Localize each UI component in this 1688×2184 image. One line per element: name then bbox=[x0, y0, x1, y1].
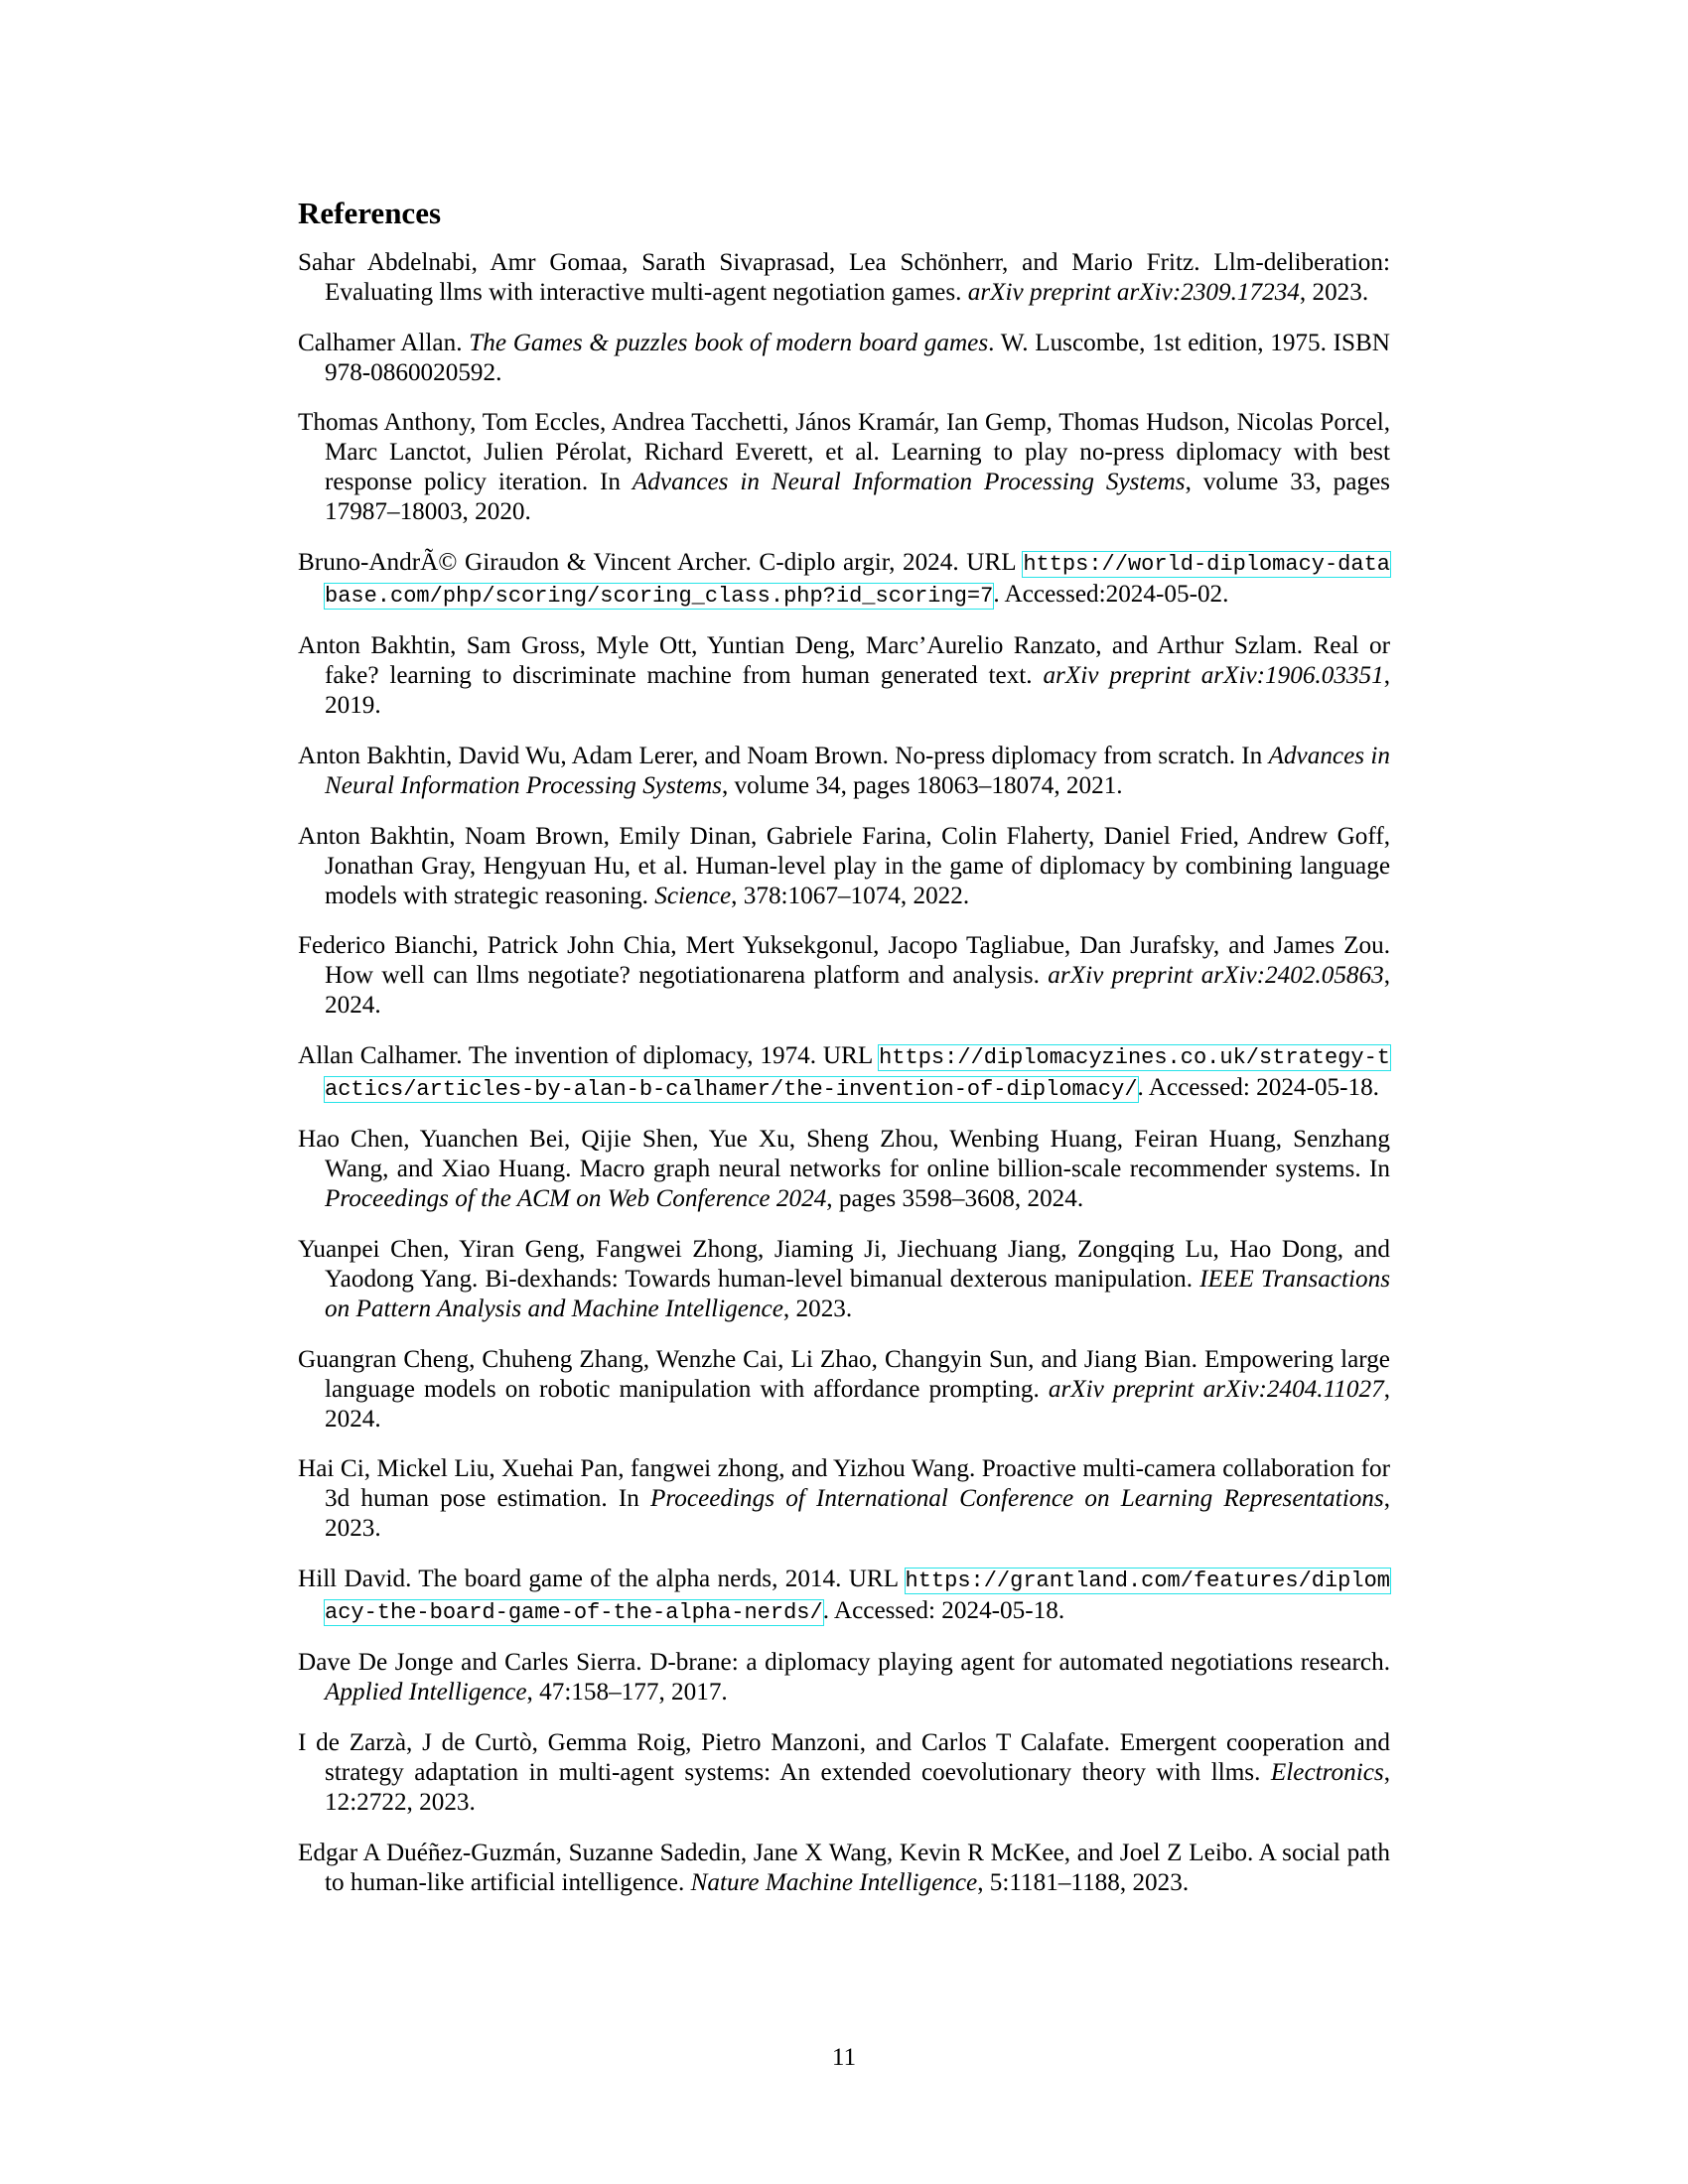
page-number: 11 bbox=[831, 2044, 857, 2071]
reference-text: . W. Luscombe, 1st edition, 1975. ISBN 978-0860020592. bbox=[325, 329, 1390, 386]
reference-text: , pages 3598–3608, 2024. bbox=[826, 1185, 1084, 1213]
reference-item bbox=[298, 1235, 1390, 1324]
reference-text: Anton Bakhtin, Sam Gross, Myle Ott, Yuntian Deng, Marc’Aurelio Ranzato, and Arthur Szlam. Real or fake? learning to discriminate machine from human generated text. bbox=[298, 632, 1390, 690]
reference-item bbox=[298, 1345, 1390, 1434]
reference-venue: Science bbox=[654, 882, 732, 909]
reference-text: , 2019. bbox=[325, 662, 1390, 720]
reference-text: . Accessed: 2024-05-18. bbox=[1137, 1073, 1379, 1101]
reference-item bbox=[298, 1565, 1390, 1628]
reference-venue: arXiv preprint arXiv:2402.05863 bbox=[1048, 962, 1384, 990]
reference-text: Anton Bakhtin, David Wu, Adam Lerer, and Noam Brown. No-press diplomacy from scratch. In bbox=[298, 742, 1269, 769]
reference-text: Yuanpei Chen, Yiran Geng, Fangwei Zhong, Jiaming Ji, Jiechuang Jiang, Zongqing Lu, Hao Dong, and Yaodong Yang. Bi-dexhands: Towards human-level bimanual dexterous manipulation. bbox=[298, 1235, 1390, 1293]
reference-item bbox=[298, 248, 1390, 308]
reference-text: Federico Bianchi, Patrick John Chia, Mert Yuksekgonul, Jacopo Tagliabue, Dan Jurafsky, and James Zou. How well can llms negotiate? negotiationarena platform and analysis. bbox=[298, 932, 1390, 990]
reference-item bbox=[298, 1125, 1390, 1214]
reference-text: , 2024. bbox=[325, 962, 1390, 1020]
reference-text: I de Zarzà, J de Curtò, Gemma Roig, Pietro Manzoni, and Carlos T Calafate. Emergent cooperation and strategy adaptation in multi-agent systems: An extended coevolutionary theory with llms. bbox=[298, 1728, 1390, 1786]
reference-text: , volume 33, pages 17987–18003, 2020. bbox=[325, 469, 1390, 526]
reference-text: Hill David. The board game of the alpha nerds, 2014. URL bbox=[298, 1565, 906, 1592]
reference-venue: arXiv preprint arXiv:1906.03351 bbox=[1043, 662, 1384, 690]
reference-text: Anton Bakhtin, Noam Brown, Emily Dinan, Gabriele Farina, Colin Flaherty, Daniel Fried, Andrew Goff, Jonathan Gray, Hengyuan Hu, et al. Human-level play in the game of diplomacy by combining language models with strategic reasoning. bbox=[298, 822, 1390, 909]
reference-text: Dave De Jonge and Carles Sierra. D-brane: a diplomacy playing agent for automated negotiations research. bbox=[298, 1649, 1390, 1677]
reference-venue: arXiv preprint arXiv:2404.11027 bbox=[1048, 1375, 1384, 1403]
reference-url-link[interactable]: https://world-diplomacy-database.com/php/scoring/scoring_class.php?id_scoring=7 bbox=[325, 551, 1390, 609]
reference-text: , 47:158–177, 2017. bbox=[526, 1679, 728, 1706]
reference-venue: The Games & puzzles book of modern board games bbox=[469, 329, 989, 356]
reference-item bbox=[298, 822, 1390, 911]
reference-venue: IEEE Transactions on Pattern Analysis and Machine Intelligence bbox=[325, 1265, 1391, 1322]
reference-text: , 2023. bbox=[1299, 279, 1369, 306]
reference-url-link[interactable]: https://grantland.com/features/diplomacy-the-board-game-of-the-alpha-nerds/ bbox=[325, 1568, 1390, 1625]
reference-text: . Accessed:2024-05-02. bbox=[993, 580, 1229, 608]
reference-item bbox=[298, 631, 1390, 721]
reference-text: , volume 34, pages 18063–18074, 2021. bbox=[721, 771, 1123, 799]
reference-text: , 378:1067–1074, 2022. bbox=[731, 882, 970, 909]
reference-venue: Proceedings of the ACM on Web Conference 2024 bbox=[325, 1185, 827, 1213]
references-heading: References bbox=[298, 196, 442, 230]
reference-text: Edgar A Duéñez-Guzmán, Suzanne Sadedin, Jane X Wang, Kevin R McKee, and Joel Z Leibo. A social path to human-like artificial intelligence. bbox=[298, 1839, 1390, 1896]
reference-text: , 2023. bbox=[325, 1485, 1390, 1543]
reference-venue: Advances in Neural Information Processing Systems bbox=[632, 469, 1186, 496]
reference-item bbox=[298, 1041, 1390, 1105]
reference-url-link[interactable]: https://diplomacyzines.co.uk/strategy-tactics/articles-by-alan-b-calhamer/the-invention-of-diplomacy/ bbox=[325, 1044, 1390, 1102]
reference-text: Calhamer Allan. bbox=[298, 329, 470, 356]
reference-item bbox=[298, 1454, 1390, 1544]
reference-text: Thomas Anthony, Tom Eccles, Andrea Tacchetti, János Kramár, Ian Gemp, Thomas Hudson, Nicolas Porcel, Marc Lanctot, Julien Pérolat, Richard Everett, et al. Learning to play no-press diplomacy with best response policy iteration. In bbox=[298, 409, 1390, 496]
reference-item bbox=[298, 742, 1390, 801]
reference-text: , 2023. bbox=[782, 1295, 853, 1322]
reference-venue: arXiv preprint arXiv:2309.17234 bbox=[967, 279, 1300, 306]
reference-item bbox=[298, 1839, 1390, 1898]
reference-text: Allan Calhamer. The invention of diplomacy, 1974. URL bbox=[298, 1041, 880, 1069]
reference-item bbox=[298, 931, 1390, 1021]
reference-item bbox=[298, 329, 1390, 388]
reference-text: Guangran Cheng, Chuheng Zhang, Wenzhe Cai, Li Zhao, Changyin Sun, and Jiang Bian. Empowering large language models on robotic manipulation with affordance prompting. bbox=[298, 1345, 1390, 1403]
reference-text: , 5:1181–1188, 2023. bbox=[977, 1868, 1190, 1896]
reference-item bbox=[298, 548, 1390, 612]
reference-venue: Proceedings of International Conference on Learning Representations bbox=[650, 1485, 1384, 1513]
reference-text: . Accessed: 2024-05-18. bbox=[822, 1596, 1065, 1624]
reference-list bbox=[298, 248, 1390, 1918]
reference-text: , 2024. bbox=[325, 1375, 1391, 1433]
reference-text: Bruno-AndrÃ© Giraudon & Vincent Archer. C-diplo argir, 2024. URL bbox=[298, 548, 1024, 576]
reference-venue: Nature Machine Intelligence bbox=[690, 1868, 978, 1896]
reference-text: Hao Chen, Yuanchen Bei, Qijie Shen, Yue Xu, Sheng Zhou, Wenbing Huang, Feiran Huang, Senzhang Wang, and Xiao Huang. Macro graph neural networks for online billion-scale recommender systems. In bbox=[298, 1126, 1390, 1183]
reference-venue: Applied Intelligence bbox=[325, 1679, 527, 1706]
reference-text: , 12:2722, 2023. bbox=[325, 1758, 1390, 1816]
reference-item bbox=[298, 408, 1390, 527]
reference-item bbox=[298, 1648, 1390, 1707]
reference-text: Hai Ci, Mickel Liu, Xuehai Pan, fangwei zhong, and Yizhou Wang. Proactive multi-camera collaboration for 3d human pose estimation. In bbox=[298, 1455, 1390, 1513]
reference-item bbox=[298, 1728, 1390, 1818]
reference-text: Sahar Abdelnabi, Amr Gomaa, Sarath Sivaprasad, Lea Schönherr, and Mario Fritz. Llm-deliberation: Evaluating llms with interactive multi-agent negotiation games. bbox=[298, 249, 1390, 306]
reference-venue: Advances in Neural Information Processing Systems bbox=[325, 742, 1390, 799]
reference-venue: Electronics bbox=[1270, 1758, 1384, 1786]
